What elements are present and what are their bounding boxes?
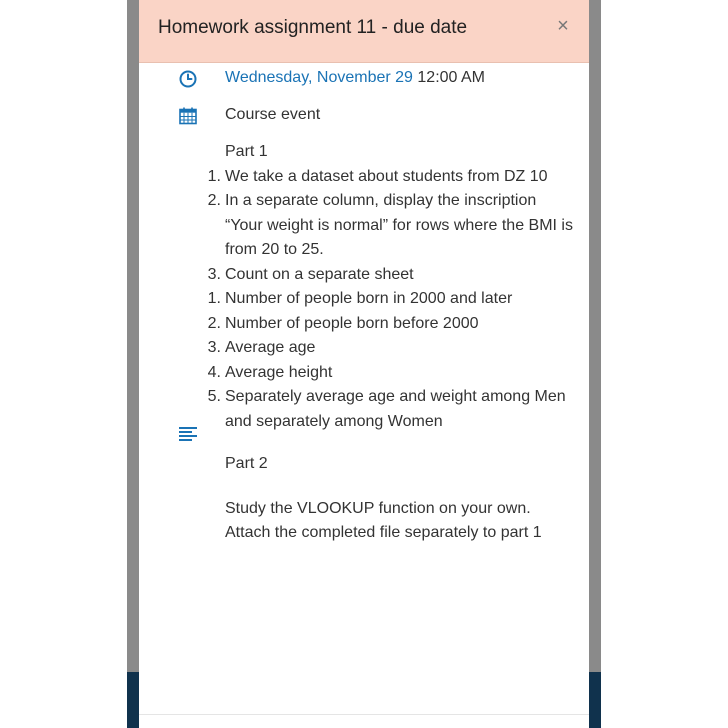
event-modal — [139, 0, 589, 728]
subtask-list — [207, 287, 575, 434]
list-item-text: Count on a separate sheet — [225, 265, 414, 283]
list-item-number: 2. — [207, 314, 221, 332]
event-time: 12:00 AM — [417, 69, 486, 86]
list-item-number: 2. — [207, 192, 221, 209]
part1-heading: Part 1 — [225, 143, 268, 160]
event-date-link[interactable]: Wednesday, November 29 — [225, 69, 413, 86]
part2-heading: Part 2 — [225, 455, 268, 472]
clock-icon — [178, 69, 198, 89]
list-item-number: 3. — [207, 265, 221, 283]
modal-header — [139, 0, 589, 63]
event-datetime — [225, 69, 485, 87]
align-left-icon — [178, 426, 198, 444]
event-type: Course event — [225, 106, 321, 123]
event-description — [207, 140, 575, 546]
list-item — [207, 189, 575, 263]
modal-title: Homework assignment 11 - due date — [158, 17, 468, 38]
list-item-number: 3. — [207, 339, 221, 356]
list-item-text: Average age — [225, 339, 316, 356]
calendar-icon — [178, 106, 198, 126]
list-item-text: Number of people born in 2000 and later — [225, 290, 513, 307]
list-item-text: We take a dataset about students from DZ 10 — [225, 167, 548, 185]
list-item — [207, 385, 575, 434]
list-item — [207, 263, 575, 435]
event-date-row — [139, 68, 589, 92]
backdrop-footer-left — [127, 672, 139, 728]
list-item — [207, 361, 575, 386]
list-item-text: In a separate column, display the inscription “Your weight is normal” for rows where the BMI is from 20 to 25. — [225, 192, 573, 258]
list-item-text: Separately average age and weight among Men and separately among Women — [225, 388, 566, 430]
list-item — [207, 165, 575, 190]
list-item-number: 1. — [207, 167, 221, 185]
part2-text: Study the VLOOKUP function on your own. Attach the completed file separately to part 1 — [225, 499, 542, 541]
modal-footer-divider — [139, 714, 589, 715]
list-item — [207, 312, 575, 337]
event-type-row — [139, 105, 589, 129]
backdrop-overlay-right — [589, 0, 601, 728]
list-item — [207, 336, 575, 361]
list-item-number: 4. — [207, 363, 221, 381]
list-item — [207, 287, 575, 312]
backdrop-overlay-left — [127, 0, 139, 728]
close-button[interactable]: × — [557, 15, 569, 37]
list-item-number: 5. — [207, 388, 221, 405]
task-list — [207, 165, 575, 435]
list-item-number: 1. — [207, 290, 221, 307]
backdrop-footer-right — [589, 672, 601, 728]
list-item-text: Average height — [225, 363, 333, 381]
list-item-text: Number of people born before 2000 — [225, 314, 479, 332]
